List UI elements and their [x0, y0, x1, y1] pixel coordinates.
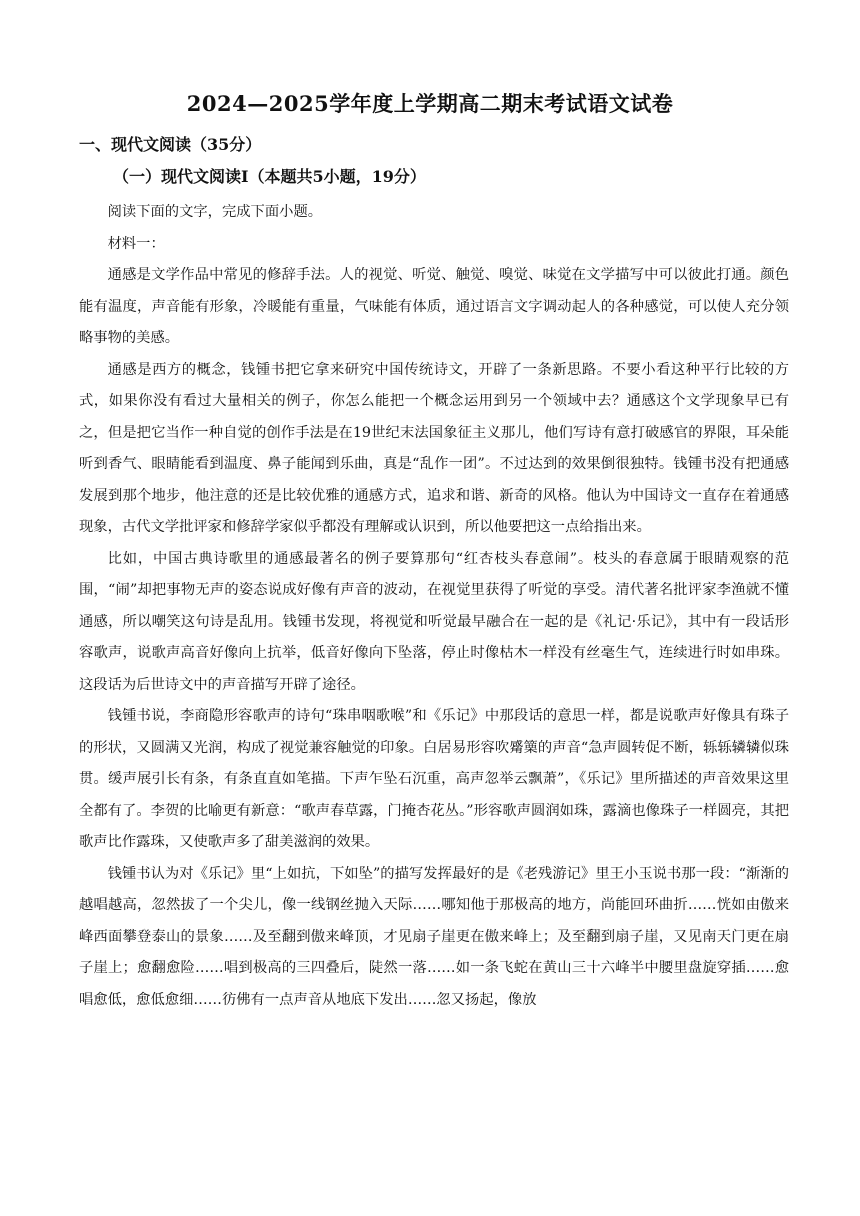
- paragraph: 钱锺书认为对《乐记》里“上如抗，下如坠”的描写发挥最好的是《老残游记》里王小玉说书那一段：“渐渐的越唱越高，忽然拔了一个尖儿，像一线钢丝抛入天际……哪知他于那极高的地方，尚能回环曲折……恍如由傲来峰西面攀登泰山的景象……及至翻到傲来峰顶，才见扇子崖更在傲来峰上；及至翻到扇子崖，又见南天门更在扇子崖上；愈翻愈险……唱到极高的三四叠后，陡然一落……如一条飞蛇在黄山三十六峰半中腰里盘旋穿插……愈唱愈低，愈低愈细……彷佛有一点声音从地底下发出……忽又扬起，像放: [79, 865, 789, 1008]
- paragraph: 通感是文学作品中常见的修辞手法。人的视觉、听觉、触觉、嗅觉、味觉在文学描写中可以彼此打通。颜色能有温度，声音能有形象，冷暖能有重量，气味能有体质，通过语言文字调动起人的各种感觉，可以使人充分领略事物的美感。: [79, 267, 789, 346]
- reading-passage: [79, 197, 789, 1016]
- section-heading: 一、现代文阅读（35分）: [79, 135, 262, 154]
- paragraph: 钱锺书说，李商隐形容歌声的诗句“珠串咽歌喉”和《乐记》中那段话的意思一样，都是说歌声好像具有珠子的形状，又圆满又光润，构成了视觉兼容触觉的印象。白居易形容吹觱篥的声音“急声圆转促不断，轹轹辚辚似珠贯。缓声展引长有条，有条直直如笔描。下声乍坠石沉重，高声忽举云飘萧”，《乐记》里所描述的声音效果这里全都有了。李贺的比喻更有新意：“歌声春草露，门掩杏花丛。”形容歌声圆润如珠，露滴也像珠子一样圆亮，其把歌声比作露珠，又使歌声多了甜美滋润的效果。: [79, 708, 789, 850]
- instruction: 阅读下面的文字，完成下面小题。: [107, 204, 323, 220]
- paragraph: 比如，中国古典诗歌里的通感最著名的例子要算那句“红杏枝头春意闹”。枝头的春意属于眼睛观察的范围，“闹”却把事物无声的姿态说成好像有声音的波动，在视觉里获得了听觉的享受。清代著名批评家李渔就不懂通感，所以嘲笑这句诗是乱用。钱锺书发现，将视觉和听觉最早融合在一起的是《礼记·乐记》，其中有一段话形容歌声，说歌声高音好像向上抗举，低音好像向下坠落，停止时像枯木一样没有丝毫生气，连续进行时如串珠。这段话为后世诗文中的声音描写开辟了途径。: [79, 550, 789, 693]
- exam-title: 2024—2025学年度上学期高二期末考试语文试卷: [186, 91, 674, 116]
- subsection-heading: （一）现代文阅读Ⅰ（本题共5小题，19分）: [113, 167, 426, 186]
- material-label: 材料一：: [107, 235, 165, 252]
- paragraph: 通感是西方的概念，钱锺书把它拿来研究中国传统诗文，开辟了一条新思路。不要小看这种平行比较的方式，如果你没有看过大量相关的例子，你怎么能把一个概念运用到另一个领域中去？通感这个文学现象早已有之，但是把它当作一种自觉的创作手法是在19世纪末法国象征主义那儿，他们写诗有意打破感官的界限，耳朵能听到香气、眼睛能看到温度、鼻子能闻到乐曲，真是“乱作一团”。不过达到的效果倒很独特。钱锺书没有把通感发展到那个地步，他注意的还是比较优雅的通感方式，追求和谐、新奇的风格。他认为中国诗文一直存在着通感现象，古代文学批评家和修辞学家似乎都没有理解或认识到，所以他要把这一点给指出来。: [79, 361, 789, 535]
